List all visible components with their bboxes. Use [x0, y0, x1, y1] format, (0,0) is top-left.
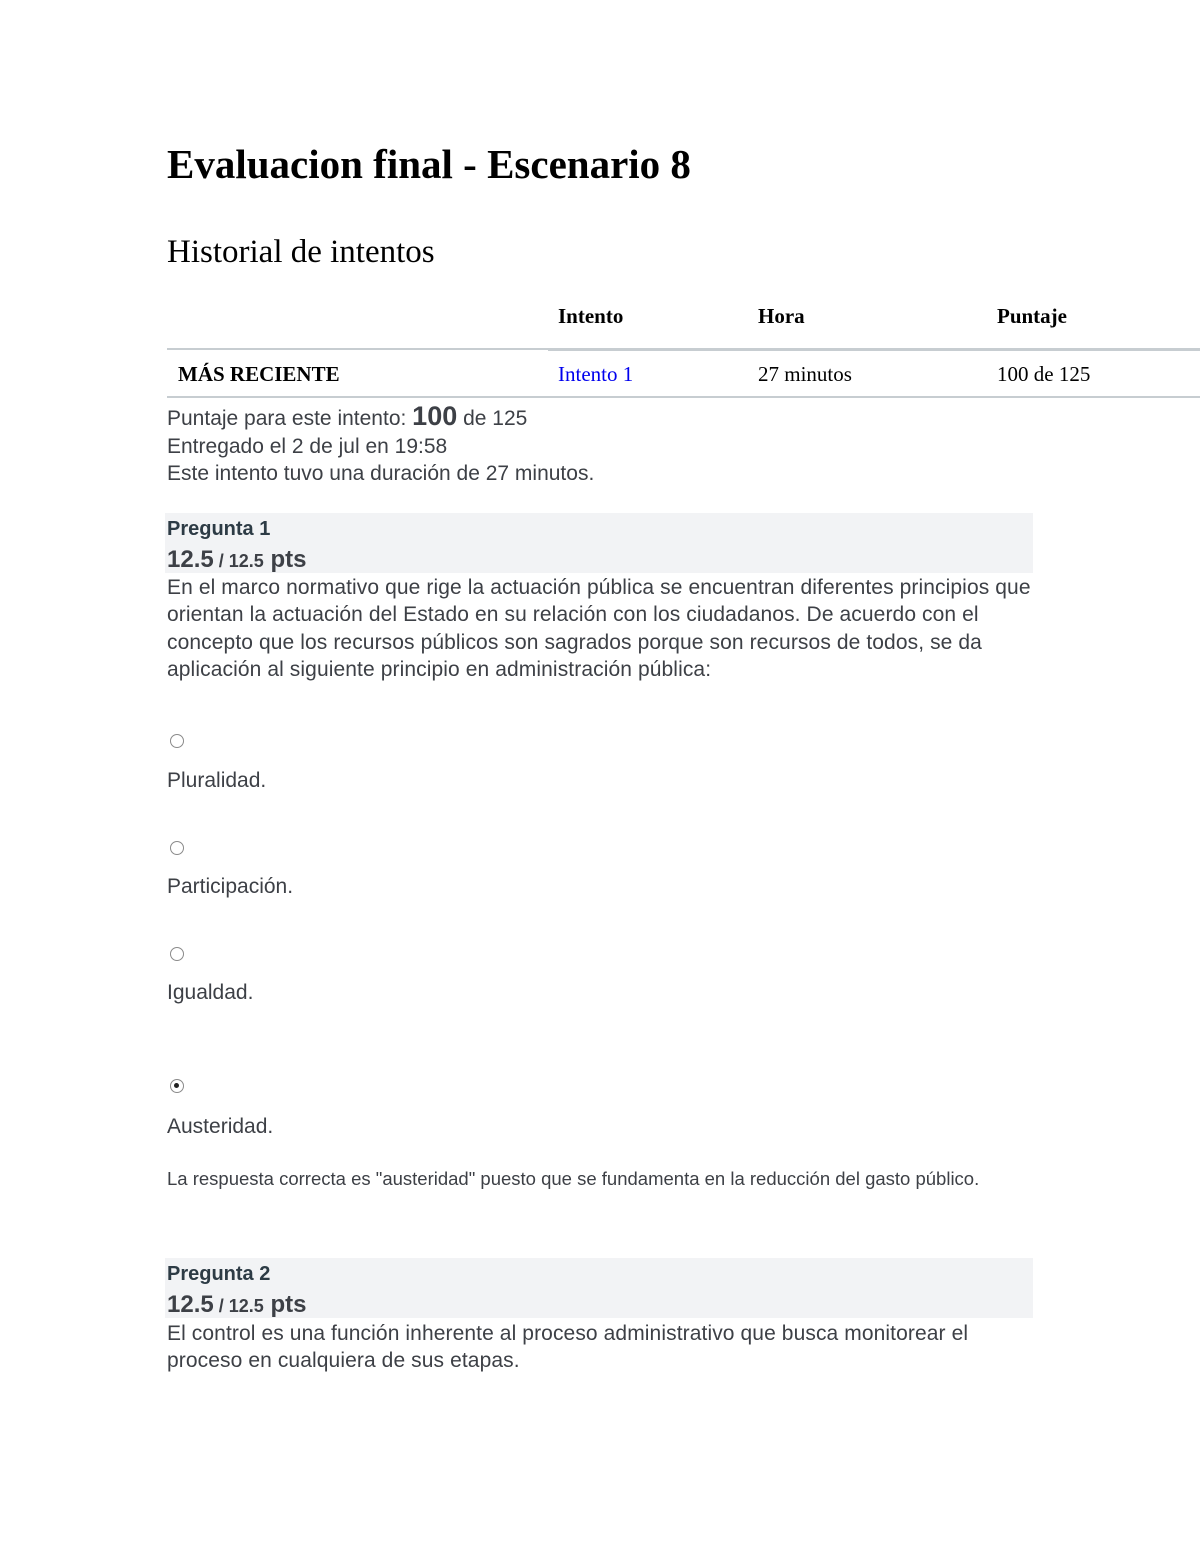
- table-divider: [167, 348, 548, 350]
- answer-label: Pluralidad.: [167, 769, 267, 792]
- points-earned: 12.5: [167, 546, 214, 573]
- attempt-link[interactable]: Intento 1: [558, 362, 634, 386]
- table-divider: [167, 396, 1200, 398]
- submitted-line: Entregado el 2 de jul en 19:58: [167, 434, 448, 458]
- score-prefix: Puntaje para este intento:: [167, 407, 413, 430]
- score-line: [167, 403, 594, 433]
- header-attempt: Intento: [558, 304, 624, 328]
- answer-radio[interactable]: [170, 947, 184, 961]
- points-unit: pts: [263, 1291, 307, 1318]
- header-time: Hora: [758, 304, 805, 328]
- score-suffix: de 125: [457, 407, 528, 430]
- answer-label: Participación.: [167, 875, 294, 898]
- points-total: 12.5: [228, 551, 264, 571]
- question-text: El control es una función inherente al proceso administrativo que busca monitorear el proceso en cualquiera de sus etapas.: [167, 1322, 969, 1373]
- points-unit: pts: [263, 546, 307, 573]
- answer-label: Austeridad.: [167, 1115, 274, 1138]
- answer-label: Igualdad.: [167, 981, 254, 1004]
- table-divider: [548, 348, 1200, 351]
- points-separator: /: [213, 551, 229, 571]
- history-title: Historial de intentos: [167, 234, 435, 270]
- points-earned: 12.5: [167, 1291, 214, 1318]
- points-total: 12.5: [228, 1296, 264, 1316]
- question-header: [165, 1258, 1033, 1318]
- score-value: 100: [412, 401, 458, 431]
- answer-radio-selected[interactable]: [170, 1079, 184, 1093]
- attempt-time: 27 minutos: [758, 362, 852, 386]
- answer-feedback: La respuesta correcta es "austeridad" puesto que se fundamenta en la reducción del gasto público.: [167, 1168, 980, 1189]
- question-text: En el marco normativo que rige la actuación pública se encuentran diferentes principios que orientan la actuación del Estado en su relación con los ciudadanos. De acuerdo con el concepto que los recursos públicos son sagrados porque son recursos de todos, se da aplicación al siguiente principio en administración pública:: [167, 576, 1031, 681]
- answer-radio[interactable]: [170, 734, 184, 748]
- question-name: Pregunta 2: [167, 1263, 271, 1285]
- question-points: [167, 546, 306, 574]
- question-name: Pregunta 1: [167, 518, 271, 540]
- header-score: Puntaje: [997, 304, 1067, 328]
- answer-radio[interactable]: [170, 841, 184, 855]
- duration-line: Este intento tuvo una duración de 27 minutos.: [167, 462, 595, 485]
- attempt-score: 100 de 125: [997, 362, 1091, 386]
- question-points: [167, 1291, 306, 1319]
- attempt-history-table: [167, 296, 1200, 400]
- page-title: Evaluacion final - Escenario 8: [167, 141, 691, 187]
- points-separator: /: [213, 1296, 229, 1316]
- question-header: [165, 513, 1033, 573]
- most-recent-label: MÁS RECIENTE: [178, 362, 340, 386]
- attempt-summary: [167, 403, 594, 488]
